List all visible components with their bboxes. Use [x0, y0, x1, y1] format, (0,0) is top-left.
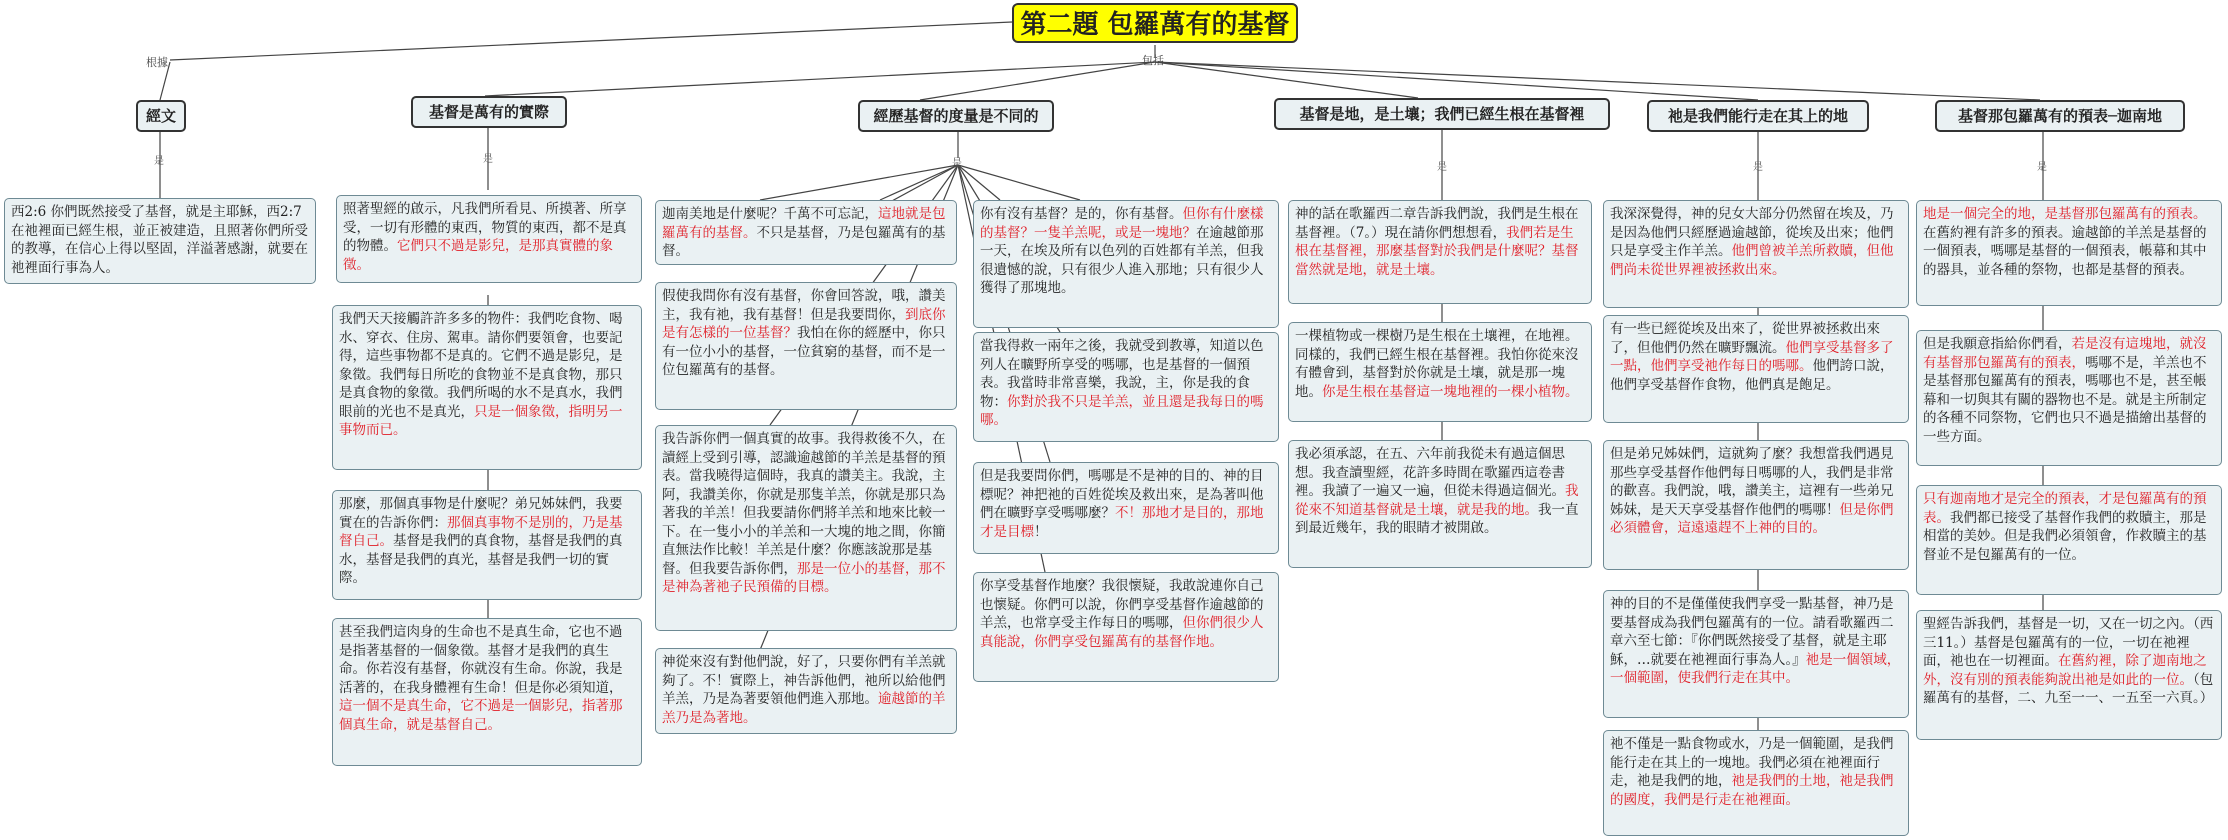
relation-label-is: 是 [1437, 162, 1447, 173]
note-card[interactable]: 只有迦南地才是完全的預表，才是包羅萬有的預表。我們都已接受了基督作我們的救贖主，那是相當的美妙。但是我們必須領會，作救贖主的基督並不是包羅萬有的一位。 [1916, 485, 2222, 595]
note-card[interactable]: 一棵植物或一棵樹乃是生根在土壤裡，在地裡。同樣的，我們已經生根在基督裡。我怕你從來沒有體會到，基督對於你就是土壤，就是那一塊地。你是生根在基督這一塊地裡的一棵小植物。 [1288, 322, 1592, 422]
note-card[interactable]: 有一些已經從埃及出來了，從世界被拯救出來了，但他們仍然在曠野飄流。他們享受基督多了一點，他們享受祂作每日的嗎哪。他們誇口說，他們享受基督作食物，他們真是飽足。 [1603, 315, 1909, 423]
relation-label-basis: 根據 [146, 56, 168, 69]
note-card[interactable]: 甚至我們這肉身的生命也不是真生命，它也不過是指著基督的一個象徵。基督才是我們的真生命。你若沒有基督，你就沒有生命。你說，我是活著的，在我身體裡有生命！但是你必須知道，這一個不是真生命，它不過是一個影兒，指著那個真生命，就是基督自己。 [332, 618, 642, 766]
note-card[interactable]: 地是一個完全的地，是基督那包羅萬有的預表。在舊約裡有許多的預表。逾越節的羊羔是基督的一個預表，嗎哪是基督的一個預表，帳幕和其中的器具，並各種的祭物，也都是基督的預表。 [1916, 200, 2222, 306]
note-card[interactable]: 迦南美地是什麼呢？千萬不可忘記，這地就是包羅萬有的基督。不只是基督，乃是包羅萬有的基督。 [655, 200, 957, 265]
heading-soil[interactable]: 基督是地，是土壤；我們已經生根在基督裡 [1274, 98, 1610, 130]
note-card[interactable]: 祂不僅是一點食物或水，乃是一個範圍，是我們能行走在其上的一塊地。我們必須在祂裡面行走，祂是我們的地，祂是我們的土地，祂是我們的國度，我們是行走在祂裡面。 [1603, 730, 1909, 836]
note-card[interactable]: 我深深覺得，神的兒女大部分仍然留在埃及，乃是因為他們只經歷過逾越節，從埃及出來；他們只是享受主作羊羔。他們曾被羊羔所救贖，但他們尚未從世界裡被拯救出來。 [1603, 200, 1909, 308]
note-card[interactable]: 那麼，那個真事物是什麼呢？弟兄姊妹們，我要實在的告訴你們：那個真事物不是別的，乃是基督自己。基督是我們的真食物，基督是我們的真水，基督是我們的真光，基督是我們一切的實際。 [332, 490, 642, 600]
note-card[interactable]: 你有沒有基督？是的，你有基督。但你有什麼樣的基督？一隻羊羔呢，或是一塊地？在逾越節那一天，在埃及所有以色列的百姓都有羊羔，但我很遺憾的說，只有很少人進入那地；只有很少人獲得了那塊地。 [973, 200, 1279, 328]
note-card[interactable]: 神從來沒有對他們說，好了，只要你們有羊羔就夠了。不！實際上，神告訴他們，祂所以給他們羊羔，乃是為著要領他們進入那地。逾越節的羊羔乃是為著地。 [655, 648, 957, 734]
relation-label-is: 是 [483, 154, 493, 165]
note-card[interactable]: 我必須承認，在五、六年前我從未有過這個思想。我查讀聖經，花許多時間在歌羅西這卷書裡。我讀了一遍又一遍，但從未得過這個光。我從來不知道基督就是土壤，就是我的地。我一直到最近幾年，我的眼睛才被開啟。 [1288, 440, 1592, 568]
note-card[interactable]: 我們天天接觸許許多多的物件：我們吃食物、喝水、穿衣、住房、駕車。請你們要領會，也要記得，這些事物都不是真的。它們不過是影兒，是象徵。我們每日所吃的食物並不是真食物，那只是真食物的象徵。我們所喝的水不是真水，我們眼前的光也不是真光，只是一個象徵，指明另一事物而已。 [332, 305, 642, 470]
note-card[interactable]: 我告訴你們一個真實的故事。我得救後不久，在讀經上受到引導，認識逾越節的羊羔是基督的預表。當我曉得這個時，我真的讚美主。我說，主阿，我讚美你，你就是那隻羊羔，你就是那只為著我的羊羔！但我要請你們將羊羔和地來比較一下。在一隻小小的羊羔和一大塊的地之間，你簡直無法作比較！羊羔是什麼？你應該說那是基督。但我要告訴你們，那是一位小的基督，那不是神為著祂子民預備的目標。 [655, 425, 957, 631]
note-card[interactable]: 但是弟兄姊妹們，這就夠了麼？我想當我們遇見那些享受基督作他們每日嗎哪的人，我們是非常的歡喜。我們說，哦，讚美主，這裡有一些弟兄姊妹，是天天享受基督作他們的嗎哪！但是你們必須體會，這遠遠趕不上神的目的。 [1603, 440, 1909, 570]
note-card[interactable]: 你享受基督作地麼？我很懷疑，我敢說連你自己也懷疑。你們可以說，你們享受基督作逾越節的羊羔，也常享受主作每日的嗎哪，但你們很少人真能說，你們享受包羅萬有的基督作地。 [973, 572, 1279, 682]
note-card[interactable]: 照著聖經的啟示，凡我們所看見、所摸著、所享受，一切有形體的東西，物質的東西，都不是真的物體。它們只不過是影兒，是那真實體的象徵。 [336, 195, 642, 283]
note-card[interactable]: 假使我問你有沒有基督，你會回答說，哦，讚美主，我有祂，我有基督！但是我要問你，到底你是有怎樣的一位基督？我怕在你的經歷中，你只有一位小小的基督，一位貧窮的基督，而不是一位包羅萬有的基督。 [655, 282, 957, 410]
heading-canaan-type[interactable]: 基督那包羅萬有的預表─迦南地 [1935, 100, 2185, 132]
page-title: 第二題 包羅萬有的基督 [1012, 3, 1298, 43]
relation-label-is: 是 [2037, 162, 2047, 173]
note-card[interactable]: 當我得救一兩年之後，我就受到教導，知道以色列人在曠野所享受的嗎哪，也是基督的一個預表。我當時非常喜樂，我說，主，你是我的食物：你對於我不只是羊羔，並且還是我每日的嗎哪。 [973, 332, 1279, 442]
note-card[interactable]: 神的話在歌羅西二章告訴我們說，我們是生根在基督裡。（7。）現在請你們想想看，我們若是生根在基督裡，那麼基督對於我們是什麼呢？基督當然就是地，就是土壤。 [1288, 200, 1592, 304]
heading-measure[interactable]: 經歷基督的度量是不同的 [858, 100, 1054, 132]
scripture-text: 西2:6 你們既然接受了基督，就是主耶穌，西2:7 在祂裡面已經生根，並正被建造，且照著你們所受的教導，在信心上得以堅固，洋溢著感謝，就要在祂裡面行事為人。 [11, 204, 308, 276]
note-card[interactable]: 聖經告訴我們，基督是一切，又在一切之內。（西三11。）基督是包羅萬有的一位，一切在祂裡面，祂也在一切裡面。在舊約裡，除了迦南地之外，沒有別的預表能夠說出祂是如此的一位。（包羅萬有的基督，二、九至一一、一五至一六頁。） [1916, 610, 2222, 740]
relation-label-is: 是 [952, 158, 962, 169]
relation-label-is: 是 [1753, 162, 1763, 173]
scripture-note[interactable] [4, 198, 316, 284]
note-card[interactable]: 但是我要問你們，嗎哪是不是神的目的、神的目標呢？神把祂的百姓從埃及救出來，是為著叫他們在曠野享受嗎哪麼？不！那地才是目的，那地才是目標！ [973, 462, 1279, 554]
note-card[interactable]: 但是我願意指給你們看，若是沒有這塊地，就沒有基督那包羅萬有的預表，嗎哪不是，羊羔也不是基督那包羅萬有的預表，嗎哪也不是，甚至帳幕和一切與其有關的器物也不是。就是主所制定的各種不同祭物，它們也只不過是描繪出基督的一些方面。 [1916, 330, 2222, 466]
heading-reality[interactable]: 基督是萬有的實際 [411, 96, 567, 128]
relation-label-includes: 包括 [1142, 54, 1164, 67]
note-card[interactable]: 神的目的不是僅僅使我們享受一點基督，神乃是要基督成為我們包羅萬有的一位。請看歌羅西二章六至七節：『你們既然接受了基督，就是主耶穌，…就要在祂裡面行事為人。』祂是一個領域，一個範圍，使我們行走在其中。 [1603, 590, 1909, 718]
heading-land-walk[interactable]: 祂是我們能行走在其上的地 [1647, 100, 1869, 132]
relation-label-is: 是 [154, 156, 164, 167]
heading-scripture[interactable]: 經文 [136, 100, 186, 132]
